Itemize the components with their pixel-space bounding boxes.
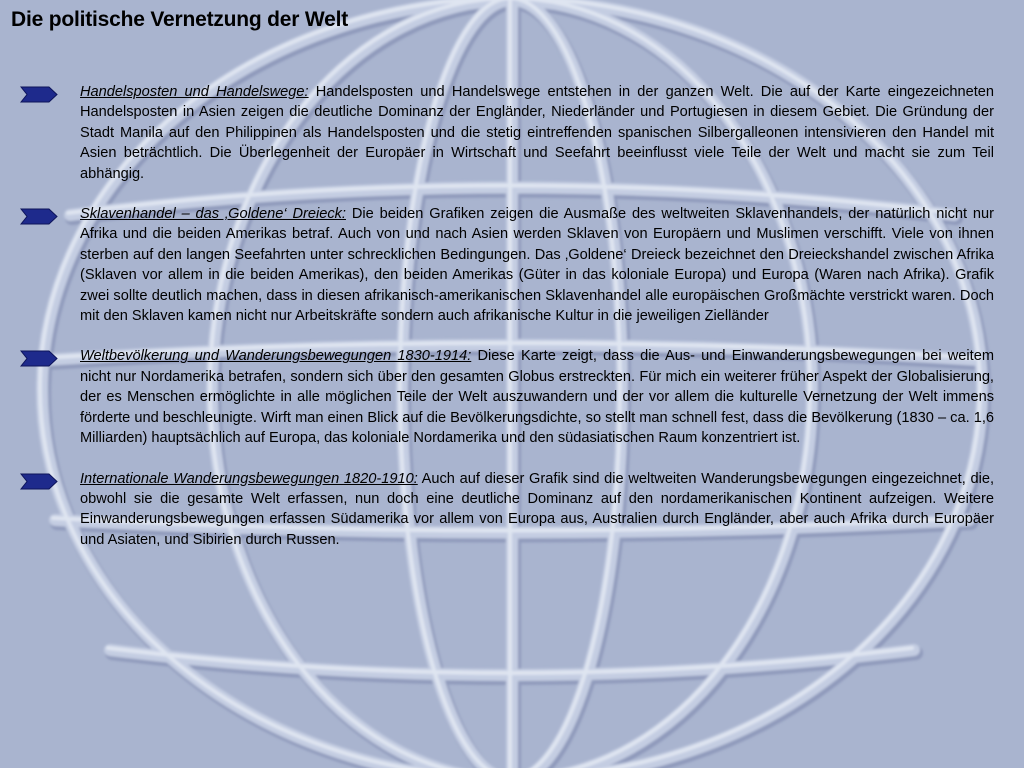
bullet-heading: Internationale Wanderungsbewegungen 1820-1910: [80,470,418,487]
arrow-right-icon [20,350,58,367]
arrow-right-icon [20,86,58,103]
bullet-text: Auch auf dieser Grafik sind die weltweiten Wanderungsbewegungen eingezeichnet, die, obwohl sie die gesamte Welt erfassen, nun doch eine deutliche Dominanz auf den nordamerikanischen Kontinent aufzeigen. Weitere Einwanderungsbewegungen erfassen Südamerika vor allem von Europa aus, Australien durch Engländer, aber auch Afrika durch Europäer und Asiaten, und Sibirien durch Russen. [80,470,994,548]
bullet-heading: Sklavenhandel – das ‚Goldene‘ Dreieck: [80,206,346,223]
list-item [0,346,1024,448]
bullet-list [0,82,1024,570]
arrow-right-icon [20,208,58,225]
bullet-text: Diese Karte zeigt, dass die Aus- und Einwanderungsbewegungen bei weitem nicht nur Nordamerika betrafen, sondern sich über den gesamten Globus erstreckten. Für mich ein weiterer früher Aspekt der Globalisierung, der es Menschen ermöglichte in alle möglichen Teile der Welt auszuwandern und der vor allem die kulturelle Vernetzung der Welt immens förderte und beschleunigte. Wirft man einen Blick auf die Bevölkerungsdichte, so stellt man schnell fest, dass die Bevölkerung (1830 – ca. 1,6 Milliarden) hauptsächlich auf Europa, das koloniale Nordamerika und den südasiatischen Raum konzentriert ist. [80,348,994,447]
bullet-heading: Handelsposten und Handelswege: [80,84,309,100]
list-item [0,469,1024,551]
bullet-text: Handelsposten und Handelswege entstehen in der ganzen Welt. Die auf der Karte eingezeichneten Handelsposten in Asien zeigen die deutliche Dominanz der Engländer, Niederländer und Portugiesen in diesem Gebiet. Die Gründung der Stadt Manila auf den Philippinen als Handelsposten und die stetig eintreffenden spanischen Silbergalleonen intensivieren den Handel mit Asien beträchtlich. Die Überlegenheit der Europäer in Wirtschaft und Seefahrt beeinflusst viele Teile der Welt und macht sie zum Teil abhängig. [80,84,995,182]
page-title: Die politische Vernetzung der Welt [11,8,349,31]
bullet-heading: Weltbevölkerung und Wanderungsbewegungen 1830-1914: [80,348,472,365]
arrow-right-icon [20,473,58,490]
list-item [0,82,1024,184]
list-item [0,204,1024,326]
bullet-text: Die beiden Grafiken zeigen die Ausmaße des weltweiten Sklavenhandels, der natürlich nicht nur Afrika und die beiden Amerikas betraf. Auch von und nach Asien werden Sklaven von Europäern und Muslimen verschifft. Viele von ihnen sterben auf den langen Seefahrten unter schrecklichen Bedingungen. Das ‚Goldene‘ Dreieck bezeichnet den Dreieckshandel zwischen Afrika (Sklaven vor allem in die beiden Amerikas), den beiden Amerikas (Güter in das koloniale Europa) und Europa (Waren nach Afrika). Grafik zwei sollte deutlich machen, dass in diesen afrikanisch-amerikanischen Sklavenhandel alle europäischen Großmächte verstrickt waren. Doch mit den Sklaven kamen nicht nur Arbeitskräfte sondern auch afrikanische Kultur in die jeweiligen Zielländer [80,206,994,325]
